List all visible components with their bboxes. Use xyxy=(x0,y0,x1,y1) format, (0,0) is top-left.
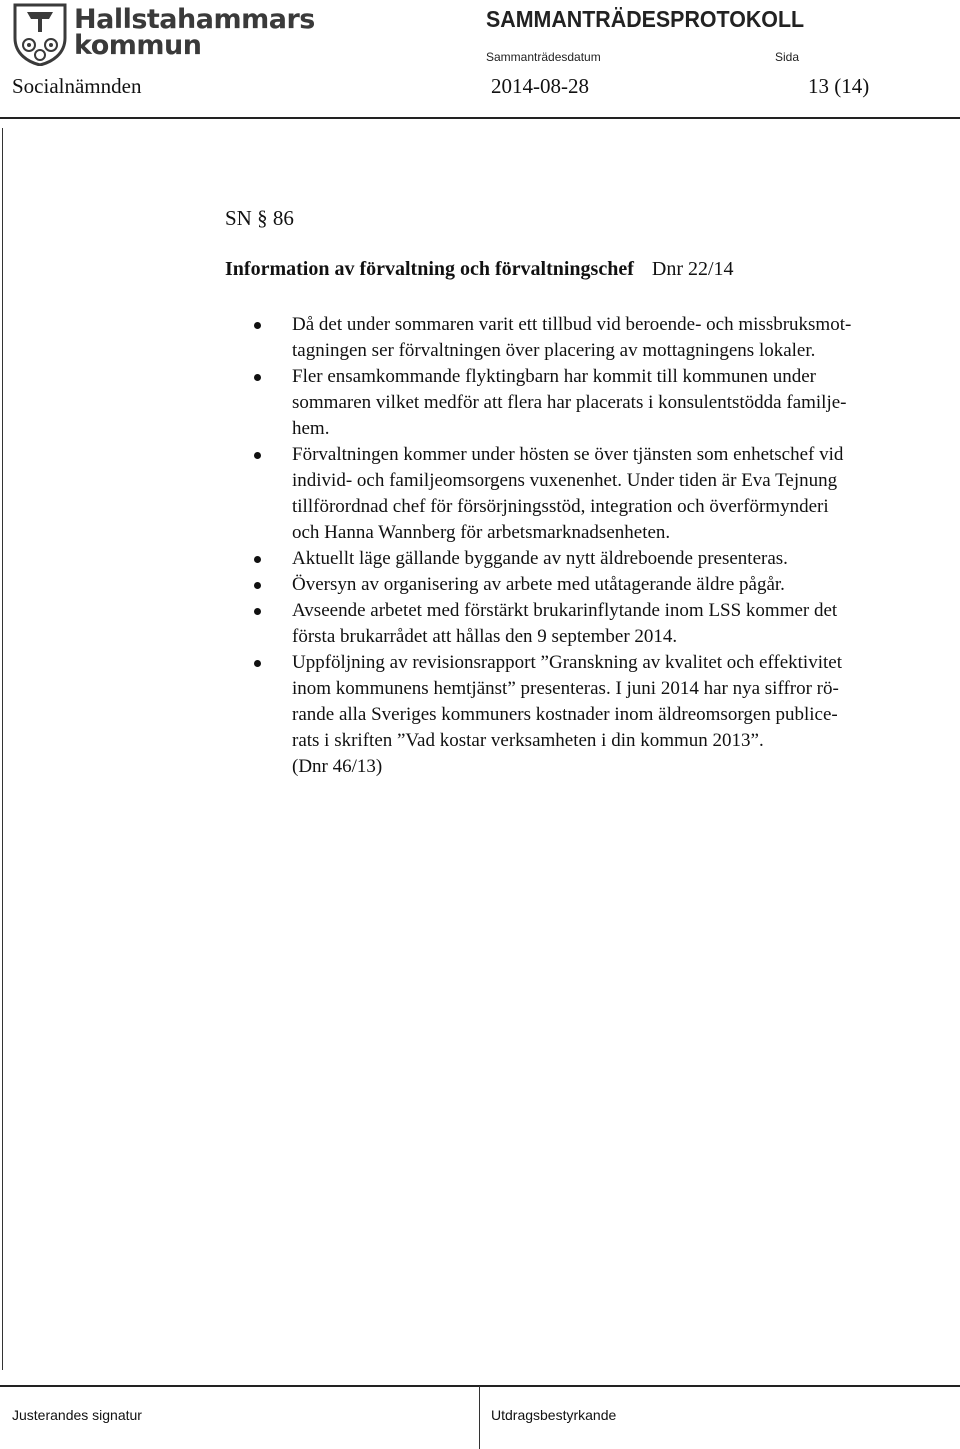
list-item-line: tagningen ser förvaltningen över placering av mottagningens lokaler. xyxy=(292,340,816,361)
list-item-line: individ- och familjeomsorgens vuxenenhet. Under tiden är Eva Tejnung xyxy=(292,470,838,491)
municipality-logo xyxy=(12,2,315,68)
list-item-line: Översyn av organisering av arbete med utåtagerande äldre pågår. xyxy=(292,574,785,595)
document-type-heading: SAMMANTRÄDESPROTOKOLL xyxy=(486,6,805,32)
certification-field-label: Utdragsbestyrkande xyxy=(491,1407,617,1423)
information-list xyxy=(252,312,952,780)
list-item-line: Då det under sommaren varit ett tillbud vid beroende- och missbruksmot- xyxy=(292,314,852,335)
list-item-line: Uppföljning av revisionsrapport ”Granskning av kvalitet och effektivitet xyxy=(292,652,842,673)
meeting-date-label: Sammanträdesdatum xyxy=(486,50,601,64)
list-item xyxy=(252,442,952,546)
section-title: Information av förvaltning och förvaltningschef xyxy=(225,258,634,280)
footer-divider xyxy=(0,1385,960,1387)
committee-name: Socialnämnden xyxy=(12,74,142,98)
list-item xyxy=(252,650,952,780)
left-margin-line xyxy=(2,128,3,1370)
list-item xyxy=(252,598,952,650)
list-item-line: hem. xyxy=(292,418,330,439)
signature-field-label: Justerandes signatur xyxy=(12,1407,142,1423)
list-item-line: inom kommunens hemtjänst” presenteras. I juni 2014 har nya siffror rö- xyxy=(292,678,839,699)
list-item xyxy=(252,546,952,572)
logo-text-line1: Hallstahammars xyxy=(74,4,315,35)
list-item-line: (Dnr 46/13) xyxy=(292,756,383,777)
bullet-icon xyxy=(254,660,261,667)
bullet-icon xyxy=(254,582,261,589)
meeting-date: 2014-08-28 xyxy=(491,74,589,98)
bullet-icon xyxy=(254,556,261,563)
section-title-row xyxy=(225,258,734,281)
section-number: SN § 86 xyxy=(225,206,294,230)
list-item xyxy=(252,572,952,598)
bullet-icon xyxy=(254,322,261,329)
bullet-icon xyxy=(254,608,261,615)
list-item-line: Avseende arbetet med förstärkt brukarinflytande inom LSS kommer det xyxy=(292,600,838,621)
header-divider xyxy=(0,117,960,119)
list-item-line: rande alla Sveriges kommuners kostnader inom äldreomsorgen publice- xyxy=(292,704,838,725)
list-item-line: och Hanna Wannberg för arbetsmarknadsenheten. xyxy=(292,522,671,543)
logo-text-line2: kommun xyxy=(74,30,202,61)
page-label: Sida xyxy=(775,50,800,64)
list-item-line: Fler ensamkommande flyktingbarn har kommit till kommunen under xyxy=(292,366,816,387)
footer-column-divider xyxy=(479,1386,480,1449)
list-item-line: rats i skriften ”Vad kostar verksamheten i din kommun 2013”. xyxy=(292,730,764,751)
page-number: 13 (14) xyxy=(808,74,870,98)
list-item xyxy=(252,312,952,364)
list-item-line: Förvaltningen kommer under hösten se över tjänsten som enhetschef vid xyxy=(292,444,844,465)
list-item xyxy=(252,364,952,442)
list-item-line: Aktuellt läge gällande byggande av nytt äldreboende presenteras. xyxy=(292,548,788,569)
bullet-icon xyxy=(254,374,261,381)
reference-number: Dnr 22/14 xyxy=(651,258,734,280)
bullet-icon xyxy=(254,452,261,459)
list-item-line: första brukarrådet att hållas den 9 september 2014. xyxy=(292,626,678,647)
coat-of-arms-icon xyxy=(12,2,68,66)
list-item-line: tillförordnad chef för försörjningsstöd, integration och överförmynderi xyxy=(292,496,829,517)
list-item-line: sommaren vilket medför att flera har placerats i konsulentstödda familje- xyxy=(292,392,847,413)
